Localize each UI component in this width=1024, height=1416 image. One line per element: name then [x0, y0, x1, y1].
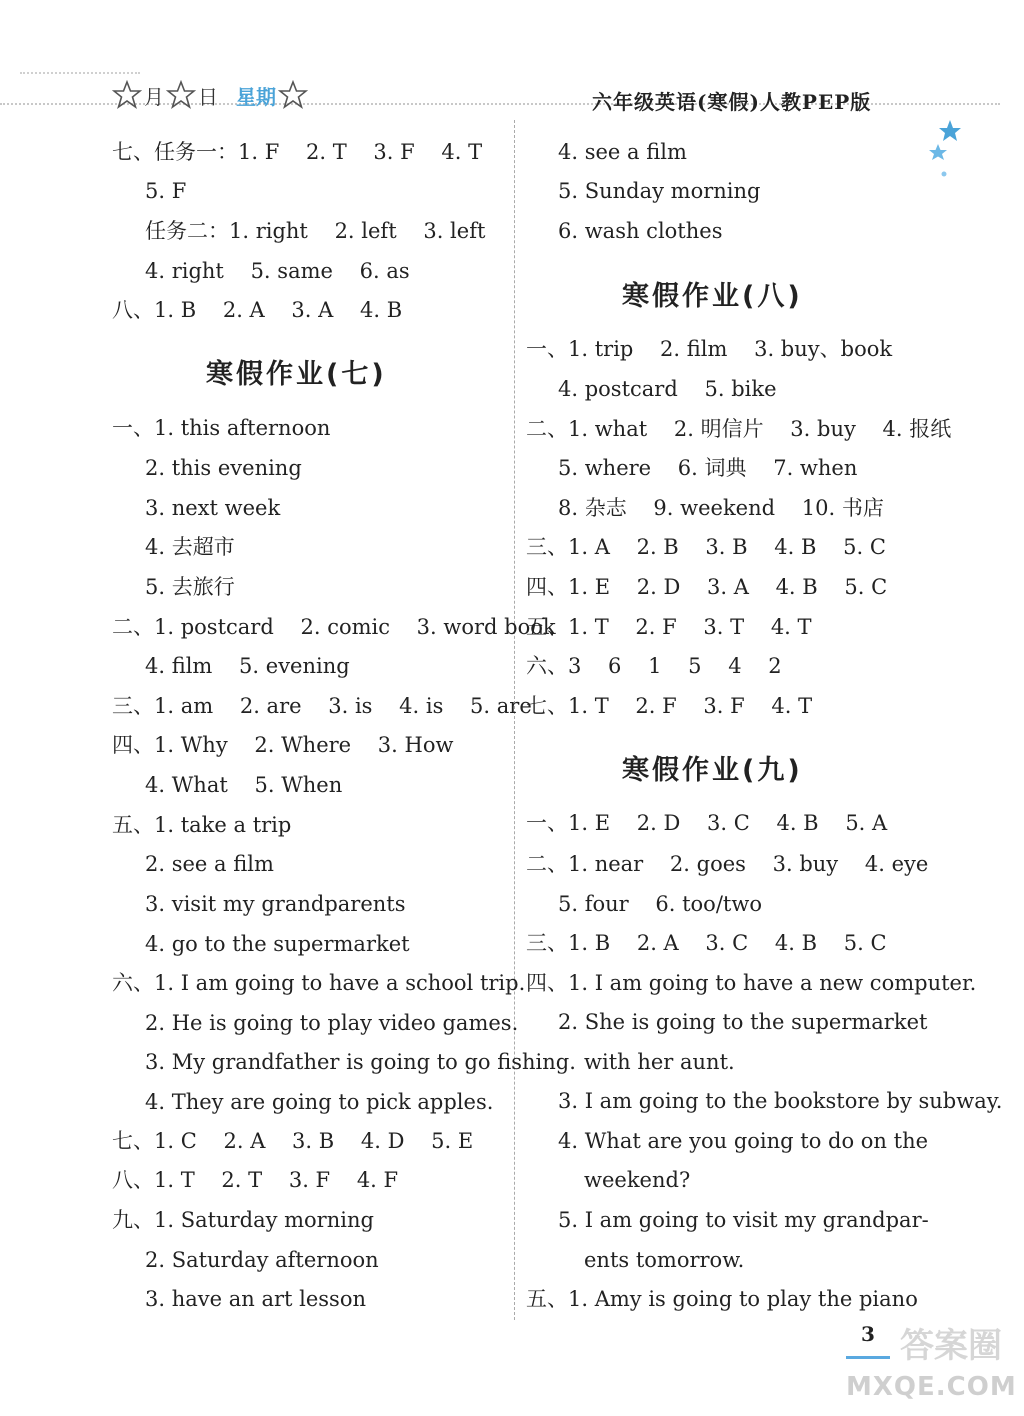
answer-line: 5. Sunday morning: [558, 179, 761, 203]
answer-line: 2. see a film: [145, 852, 274, 876]
answer-line: with her aunt.: [584, 1050, 735, 1074]
answer-line: weekend?: [584, 1168, 691, 1192]
answer-line: 4. What are you going to do on the: [558, 1129, 929, 1153]
answer-line: 5. F: [145, 179, 187, 203]
answer-line: 3. My grandfather is going to go fishing.: [145, 1050, 576, 1074]
answer-line: 4. What 5. When: [145, 773, 343, 797]
answer-line: 九、1. Saturday morning: [112, 1208, 374, 1232]
answer-line: 3. visit my grandparents: [145, 892, 406, 916]
answer-line: 2. He is going to play video games.: [145, 1011, 519, 1035]
book-title: 六年级英语(寒假)人教PEP版: [592, 90, 872, 114]
answer-line: 七、1. T 2. F 3. F 4. T: [526, 694, 813, 718]
answer-line: 8. 杂志 9. weekend 10. 书店: [558, 496, 884, 520]
star-outline-icon: [278, 80, 308, 110]
answer-line: 4. film 5. evening: [145, 654, 350, 678]
answer-line: 一、1. trip 2. film 3. buy、book: [526, 337, 893, 361]
answer-line: 七、任务一：1. F 2. T 3. F 4. T: [112, 140, 483, 164]
answer-line: 2. She is going to the supermarket: [558, 1010, 928, 1034]
answer-line: 5. 去旅行: [145, 575, 235, 599]
answer-line: 4. postcard 5. bike: [558, 377, 777, 401]
answer-line: 六、3 6 1 5 4 2: [526, 654, 782, 678]
answer-line: 5. where 6. 词典 7. when: [558, 456, 858, 480]
page-number: 3: [846, 1322, 890, 1359]
month-label: 月: [144, 84, 164, 109]
answer-line: 任务二：1. right 2. left 3. left: [145, 219, 486, 243]
section-title: 寒假作业(九): [622, 755, 803, 786]
answer-line: 三、1. B 2. A 3. C 4. B 5. C: [526, 931, 887, 955]
answer-line: 三、1. am 2. are 3. is 4. is 5. are: [112, 694, 532, 718]
answer-line: 3. I am going to the bookstore by subway.: [558, 1089, 1003, 1113]
answer-line: 七、1. C 2. A 3. B 4. D 5. E: [112, 1129, 474, 1153]
answer-line: 四、1. E 2. D 3. A 4. B 5. C: [526, 575, 888, 599]
section-title: 寒假作业(八): [622, 281, 803, 312]
star-outline-icon: [166, 80, 196, 110]
answer-line: 4. They are going to pick apples.: [145, 1090, 494, 1114]
answer-line: 2. this evening: [145, 456, 302, 480]
blue-stars-icon: [928, 118, 968, 188]
day-label: 日: [198, 84, 218, 109]
answer-line: 6. wash clothes: [558, 219, 723, 243]
answer-line: 一、1. this afternoon: [112, 416, 331, 440]
answer-line: 五、1. T 2. F 3. T 4. T: [526, 615, 812, 639]
answer-line: 八、1. B 2. A 3. A 4. B: [112, 298, 403, 322]
answer-line: 二、1. what 2. 明信片 3. buy 4. 报纸: [526, 417, 952, 441]
answer-line: 5. four 6. too/two: [558, 892, 762, 916]
answer-line: 3. have an art lesson: [145, 1287, 366, 1311]
date-fields: [112, 80, 308, 110]
header-dotted-line-top: [20, 72, 140, 74]
section-title: 寒假作业(七): [206, 359, 387, 390]
answer-line: 四、1. Why 2. Where 3. How: [112, 733, 454, 757]
answer-line: 5. I am going to visit my grandpar-: [558, 1208, 929, 1232]
watermark-text: MXQE.COM: [846, 1372, 1017, 1402]
star-outline-icon: [112, 80, 142, 110]
weekday-label: 星期: [236, 84, 276, 109]
answer-line: 四、1. I am going to have a new computer.: [526, 971, 977, 995]
answer-line: 八、1. T 2. T 3. F 4. F: [112, 1168, 399, 1192]
answer-line: ents tomorrow.: [584, 1248, 745, 1272]
answer-line: 3. next week: [145, 496, 281, 520]
answer-line: 六、1. I am going to have a school trip.: [112, 971, 526, 995]
answer-line: 4. see a film: [558, 140, 687, 164]
answer-line: 一、1. E 2. D 3. C 4. B 5. A: [526, 811, 888, 835]
watermark-logo: 答案圈: [900, 1326, 1002, 1366]
answer-line: 4. right 5. same 6. as: [145, 259, 410, 283]
answer-line: 五、1. Amy is going to play the piano: [526, 1287, 918, 1311]
answer-line: 4. 去超市: [145, 535, 235, 559]
column-divider: [514, 120, 515, 1320]
answer-line: 2. Saturday afternoon: [145, 1248, 379, 1272]
answer-line: 4. go to the supermarket: [145, 932, 410, 956]
answer-line: 二、1. postcard 2. comic 3. word book: [112, 615, 556, 639]
answer-line: 五、1. take a trip: [112, 813, 292, 837]
answer-line: 三、1. A 2. B 3. B 4. B 5. C: [526, 535, 886, 559]
answer-line: 二、1. near 2. goes 3. buy 4. eye: [526, 852, 929, 876]
